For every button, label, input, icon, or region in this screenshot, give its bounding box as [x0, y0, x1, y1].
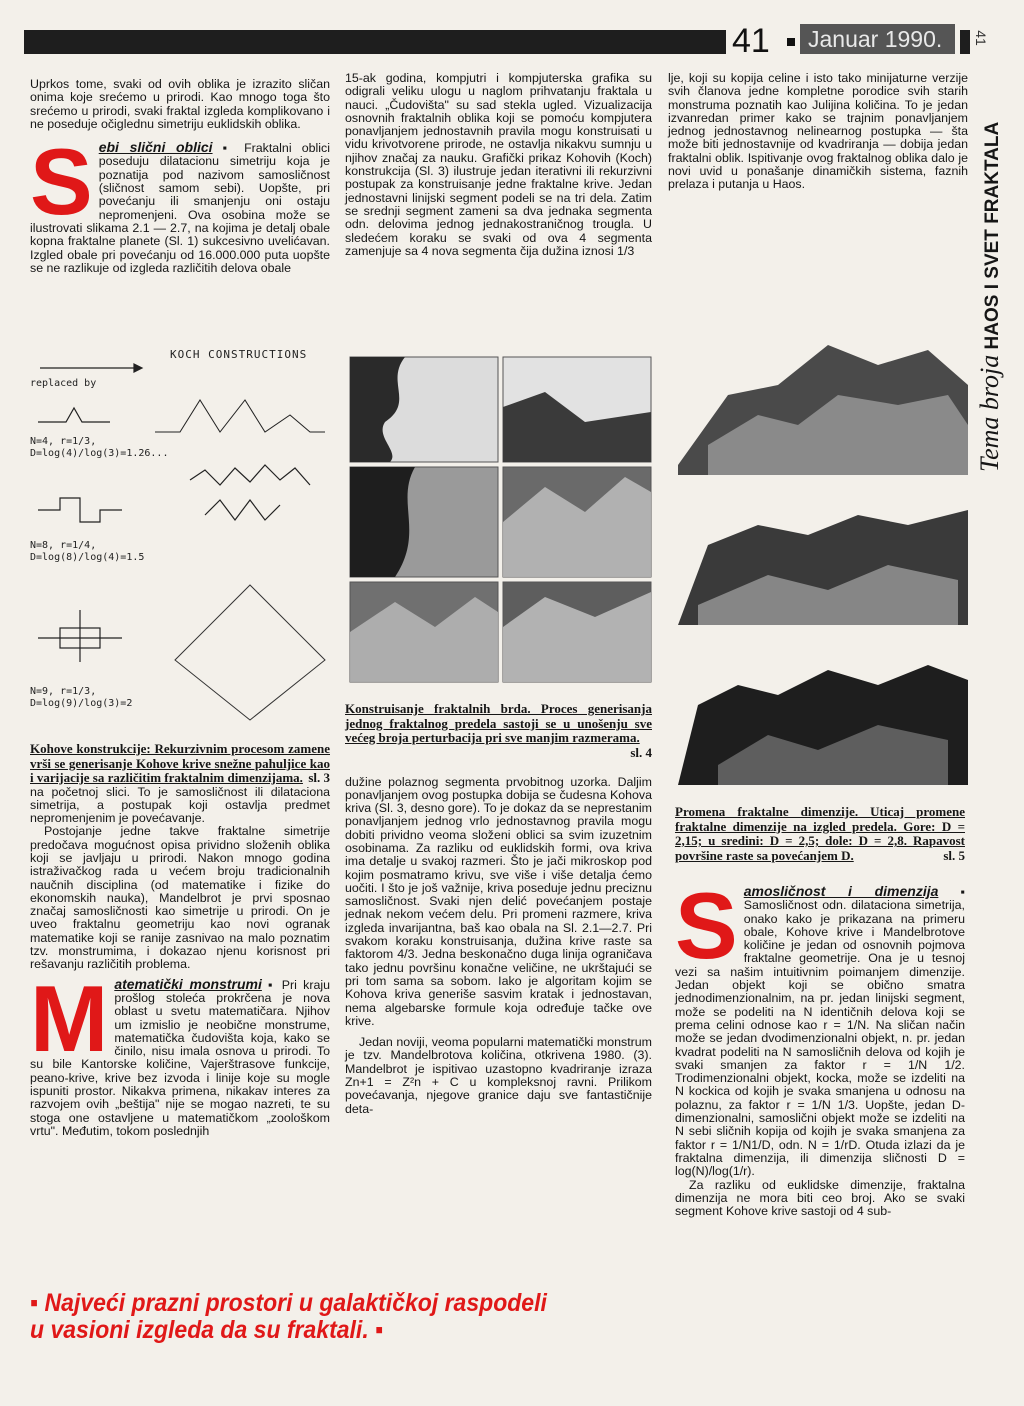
paragraph-kompjutri: 15-ak godina, kompjutri i kompjuterska grafika su odigrali veliku ulogu u naglom prihvatanju fraktala u nauci. „Čudovišta" su sad stekla ugled. Vizualizacija osnovnih fraktalnih oblika koji se pomoću kompjutera ponavljanjem jednostavnih pravila mogu konstruisati u vidu krivotvorene prirode, ne ostavlja nikakvu sumnju u njihov značaj za nauku. Grafički prikaz Kohovih (Koch) konstrukcija (Sl. 3) ilustruje jedan iterativni ili rekurzivni postupak za konstruisanje jedne fraktalne krive. Jedan jednostavni linijski segment podeli se na tri dela. Zatim se srednji segment zameni sa dva jednaka segmenta odn. delovima jednog jednakostraničnog trougla. U sledećem koraku se svaki od ova 4 segmenta zamenjuje sa 4 nova segmenta čija dužina iznosi 1/3 [345, 71, 652, 258]
section-text-dimenzija: Samosličnost odn. dilataciona simetrija, onako kako je prikazana na primeru obale, Kohove krive i Mandelbrotove količine je jedan od osnovnih pojmova fraktalne geometrije. Ona je u tesnoj vezi sa našim intuitivnim poimanjem dimenzije. Jedan objekt koji se obično smatra jednodimenzionalnim, na pr. jedan linijski segment, može se podeliti na N identičnih delova koji se prema celini odnose kao r = 1/N. Na sličan način može se jedan dvodimenzionalni objekt, n. pr. jedan kvadrat podeliti na N samosličnih delova od kojih je svaki smanjen za faktor r = 1/N 1/2. Trodimenzionalni objekt, kocka, može se izdeliti na N kockica od kojih je svaka smanjena u odnosu na polaznu, za faktor r = 1/N 1/3. Uopšte, jedan D-dimenzionalni, samoslični objekt može se izdeliti na N sebi sličnih kopija od kojih je svaka smanjena za faktor r = 1/N1/D, odn. N = 1/rD. Otuda izlazi da je fraktalna dimenzija, ili dimenzija sličnosti D = log(N)/log(1/r). [675, 898, 965, 1179]
koch-label-3a: N=9, r=1/3, [30, 686, 97, 697]
column-2-bottom [345, 702, 652, 1116]
section-heading-slicni-oblici: ebi slični oblici [98, 139, 213, 156]
koch-grid [175, 585, 325, 720]
section-heading-monstrumi: atematički monstrumi [114, 975, 262, 992]
fractal-hills-grid [345, 352, 655, 692]
header-bar-end [960, 30, 970, 54]
dropcap-m: M [30, 965, 109, 1071]
koch-figure [30, 348, 330, 740]
koch-figure-title: KOCH CONSTRUCTIONS [170, 348, 308, 361]
section-self-similarity-dimension: S amosličnost i dimenzija ▪ Samosličnost odn. dilataciona simetrija, onako kako je prikazana na primeru obale, Kohove krive i Mandelbrotove količine je jedan od osnovnih pojmova fraktalne geometrije. Ona je u tesnoj vezi sa našim intuitivnim poimanjem dimenzije. Jedan objekt koji se obično smatra jednodimenzionalnim, na pr. jedan linijski segment, može se podeliti na N identičnih delova koji se prema celini odnose kao r = 1/N. Na sličan način može se jedan dvodimenzionalni objekt, n. pr. jedan kvadrat podeliti na N samosličnih delova od kojih je svaki smanjen za faktor r = 1/N 1/2. Trodimenzionalni objekt, kocka, može se izdeliti na N kockica od kojih je svaka smanjena u odnosu na polaznu, za faktor r = 1/N 1/3. Uopšte, jedan D-dimenzionalni, samoslični objekt može se izdeliti na N sebi sličnih kopija od kojih je svaka smanjena za faktor r = 1/N1/D, odn. N = 1/rD. Otuda izlazi da je fraktalna dimenzija, ili dimenzija sličnosti D = log(N)/log(1/r). [675, 873, 965, 1179]
section-text-slicni-oblici: Fraktalni oblici poseduju dilatacionu simetriju koja je poznatija pod nazivom samosličnost (sličnost samom sebi). Uopšte, pri povećanju ili smanjenju oni ostaju nepromenjeni. Ova osobina može se ilustrovati slikama 2.1 — 2.7, na kojima je detalj obale kopna fraktalne planete (Sl. 1) sukcesivno uvelićavan. Izgled obale pri povećanju od 16.000.000 puta uopšte se ne razlikuje od izgleda različitih delova obale [30, 141, 330, 275]
issue-month: Januar 1990. [800, 24, 955, 54]
header-bar [24, 30, 726, 54]
small-page-number: 41 [972, 30, 989, 46]
figure-5-caption: Promena fraktalne dimenzije. Uticaj promene fraktalne dimenzije na izgled predela. Gore: D = 2,15; u sredini: D = 2,5; dole: D = 2,8. Rapavost površine raste sa povećanjem D. sl. 5 [675, 804, 965, 863]
section-math-monsters: M atematički monstrumi ▪ Pri kraju prošlog stoleća prokrčena je nova oblast u svetu matematičara. Njihov um izmislio je neobične monstrume, matematička čudovišta koja, kako se činilo, nisu imala osnova u prirodi. To su bile Kantorske količine, Vajerštrasove funkcije, peano-krive, krive bez izvoda i linije koje su mogle ispuniti prostor. Nikakva primena, nikakav interes za razvojem ovih „beštija" nije se mogao nazreti, te su stoga one ostavljene u matematičkom „zoološkom vrtu". Međutim, tokom poslednjih [30, 965, 330, 1138]
dropcap-s1: S [30, 129, 93, 235]
page-number: 41 [732, 22, 770, 60]
paragraph-mandelbrot-intro: Postojanje jedne takve fraktalne simetrije predočava mogućnost opisa prividno složenih oblika koji se javljaju u prirodi. Nakon mnogo godina istraživačkog rada u većem broju tradicionalnih naučnih disciplina (od matematike i fizike do ekonomskih nauka), Mandelbrot je prvi sposnao značaj samosličnosti kao simetrije u prirodi. On je uveo fraktalnu geometriju kao novi ogranak matematike koji se ranije zasnivao na malo poznatim tzv. monstrumima, i dokazao njenu korisnost pri rešavanju različitih problema. [30, 824, 330, 972]
red-headline: ▪ Najveći prazni prostori u galaktičkoj raspodeli u vasioni izgleda da su fraktali. ▪ [30, 1289, 547, 1344]
koch-label-1a: N=4, r=1/3, [30, 436, 97, 447]
figure-4-caption: Konstruisanje fraktalnih brda. Proces generisanja jednog fraktalnog predela sastoji se u unošenju sve većeg broja perturbacija pri sve manjim razmerama. sl. 4 [345, 701, 652, 760]
column-2-top [345, 72, 652, 258]
figure-3-number: sl. 3 [308, 770, 330, 785]
koch-replaced-label: replaced by [30, 378, 97, 389]
column-3-bottom [675, 805, 965, 1218]
side-banner [975, 70, 1005, 480]
section-text-monstrumi: Pri kraju prošlog stoleća prokrčena je nova oblast u svetu matematičara. Njihov um izmislio je neobične monstrume, matematička čudovišta koja, kako se činilo, nisu imala osnova u prirodi. To su bile Kantorske količine, Vajerštrasove funkcije, peano-krive, krive bez izvoda i linije koje su mogle ispuniti prostor. Nikakva primena, nikakav interes za razvojem ovih „beštija" nije se mogao nazreti, te su stoga one ostavljene u matematičkom „zoološkom vrtu". Međutim, tokom poslednjih [30, 977, 330, 1138]
koch-label-2a: N=8, r=1/4, [30, 540, 97, 551]
side-banner-title: HAOS I SVET FRAKTALA [982, 121, 1003, 350]
koch-label-3b: D=log(9)/log(3)=2 [30, 698, 133, 709]
paragraph-samoslicnost: na početnoj slici. To je samosličnost ili dilataciona simetrija, a postupak koji ostavlja predmet nepromenjenim je povećavanje. [30, 784, 330, 826]
section-heading-dimenzija: amosličnost i dimenzija [743, 883, 939, 899]
paragraph-fraktalna-dimenzija: Za razliku od euklidske dimenzije, fraktalna dimenzija ne mora biti ceo broj. Ako se svaki segment Kohove krive sastoji od 4 sub- [675, 1177, 965, 1219]
column-3-top [668, 72, 968, 192]
column-1-top [30, 78, 330, 275]
paragraph-mandelbrotova-kolicina: Jedan noviji, veoma popularni matematički monstrum je tzv. Mandelbrotova količina, otkrivena 1980. (3). Mandelbrot je ispitivao uzastopno kvadriranje izraza Zn+1 = Z²n + C u kompleksnoj ravni. Prilikom povećavanja, njegove granice daju sve fantastičnije deta- [345, 1035, 652, 1116]
side-banner-subtitle: Tema broja [975, 354, 1004, 472]
koch-label-1b: D=log(4)/log(3)=1.26... [30, 448, 169, 459]
header-bullet [787, 38, 795, 46]
figure-4-number: sl. 4 [630, 744, 652, 760]
fractal-dimension-images [668, 325, 968, 795]
intro-paragraph: Uprkos tome, svaki od ovih oblika je izrazito sličan onima koje srećemo u prirodi. Kao mnogo toga što srećemo u prirodi, svaki fraktal izgleda komplikovano i ne poseduje očiglednu simetriju euklidskih oblika. [30, 77, 330, 131]
figure-5-number: sl. 5 [943, 847, 965, 863]
paragraph-julija: lje, koji su kopija celine i isto tako minijaturne verzije svih članova jedne kompletne porodice svih starih monstruma poznatih kao Julijina količina. To je jedan izvanredan primer kako se trajnim ponavljanjem jednog jednostavnog nelinearnog postupka — šta može biti jednostavnije od kvadriranja — dobija jedan fraktalni oblik. Ispitivanje ovog fraktalnog oblika dalo je novi uvid u ponašanje dinamičkih sistema, faznih prelaza i putanja u Haos. [668, 71, 968, 192]
fractal-dimension-landscapes [668, 325, 968, 795]
figure-3-caption: Kohove konstrukcije: Rekurzivnim procesom zamene vrši se generisanje Kohove krive snežne pahuljice kao i varijacije sa različitim fraktalnim dimenzijama. sl. 3 [30, 741, 330, 785]
fractal-hills-images [345, 352, 655, 692]
headline-text: Najveći prazni prostori u galaktičkoj raspodeli u vasioni izgleda da su fraktali. [30, 1289, 547, 1344]
koch-label-2b: D=log(8)/log(4)=1.5 [30, 552, 145, 563]
section-self-similar: S ebi slični oblici ▪ Fraktalni oblici poseduju dilatacionu simetriju koja je poznatija pod nazivom samosličnost (sličnost samom sebi). Uopšte, pri povećanju ili smanjenju oni ostaju nepromenjeni. Ova osobina može se ilustrovati slikama 2.1 — 2.7, na kojima je detalj obale kopna fraktalne planete (Sl. 1) sukcesivno uvelićavan. Izgled obale pri povećanju od 16.000.000 puta uopšte se ne razlikuje od izgleda različitih delova obale [30, 129, 330, 275]
dropcap-s2: S [675, 873, 738, 978]
paragraph-kohova-kriva: dužine polaznog segmenta prvobitnog uzorka. Daljim ponavljanjem ovog postupka dobija se čudesna Kohova kriva (Sl. 3, desno gore). To je dokaz da se neprestanim ponavljanjem jednog vrlo jednostavnog pravila mogu dobiti prividno veoma složeni oblici sa svim izuzetnim osobinama. Za razliku od euklidskih formi, ova kriva ima detalje u svakoj razmeri. Što je jači mikroskop pod kojim posmatramo krivu, sve više i više detalja ćemo uočiti. I što je još važnije, kriva poseduje jednu preciznu samosličnost. Svaki njen delić povećanjem postaje jednak nekom većem delu. Pri promeni razmere, kriva izgleda invarijantna, baš kao obala na Sl. 2.1—2.7. Pri svakom koraku konstruisanja, dužina krive raste sa faktorom 4/3. Jedna beskonačno duga linija ograničava tako jednu površinu konačne veličine, ne ukrštajući se pri tom sama sa sobom. Iako je algoritam kojim se Kohova kriva generiše sasvim kratak i jednostavan, nema algebarske formule koja određuje tačke ove krive. [345, 774, 652, 1028]
column-1-bottom [30, 742, 330, 1138]
